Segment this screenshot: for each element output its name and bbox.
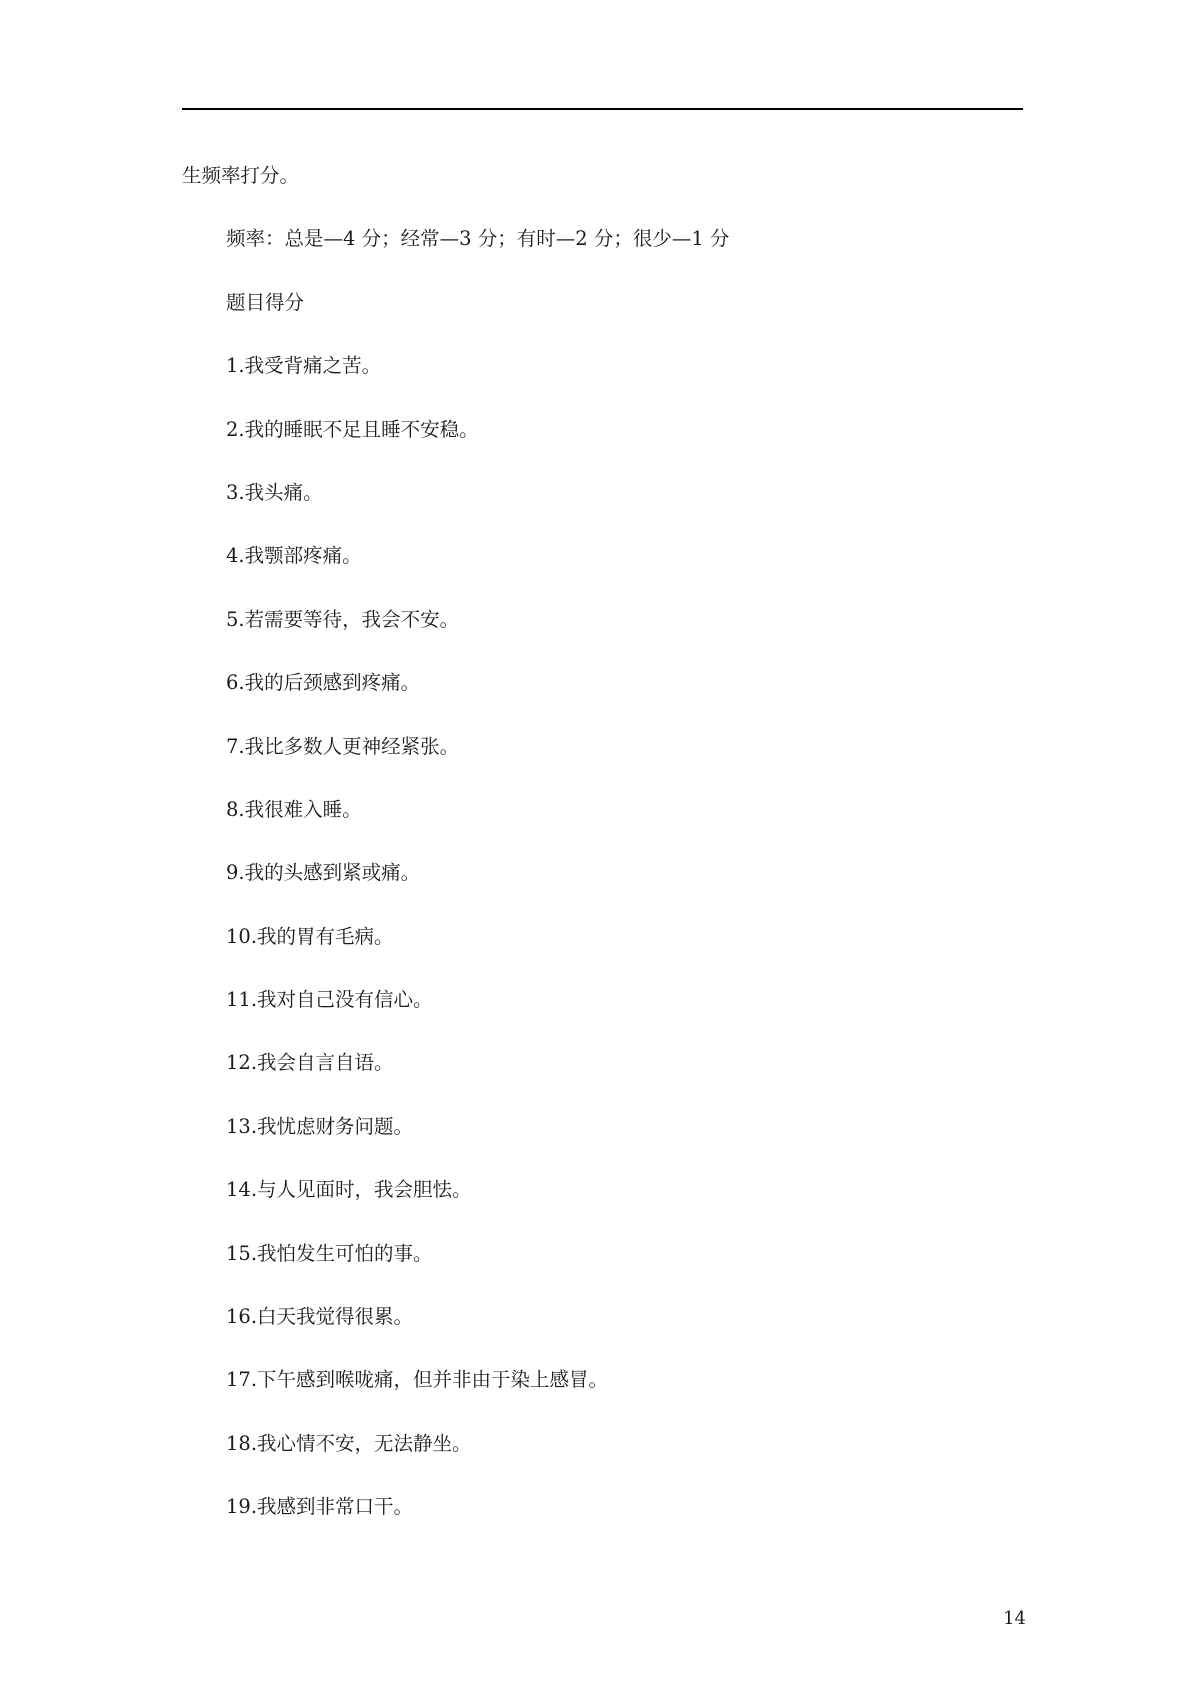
question-item-11: 11.我对自己没有信心。: [226, 988, 433, 1012]
question-item-8: 8.我很难入睡。: [226, 797, 362, 821]
question-item-12: 12.我会自言自语。: [226, 1051, 394, 1075]
question-item-6: 6.我的后颈感到疼痛。: [226, 671, 421, 695]
score-header: 题目得分: [226, 290, 305, 314]
question-item-5: 5.若需要等待，我会不安。: [226, 607, 460, 631]
question-item-18: 18.我心情不安，无法静坐。: [226, 1431, 472, 1455]
question-item-9: 9.我的头感到紧或痛。: [226, 861, 421, 885]
question-item-3: 3.我头痛。: [226, 480, 323, 504]
question-item-16: 16.白天我觉得很累。: [226, 1305, 414, 1329]
question-item-4: 4.我颚部疼痛。: [226, 544, 362, 568]
question-item-15: 15.我怕发生可怕的事。: [226, 1241, 433, 1265]
frequency-legend: 频率：总是—4 分；经常—3 分；有时—2 分；很少—1 分: [226, 227, 730, 251]
question-item-19: 19.我感到非常口干。: [226, 1495, 414, 1519]
question-item-10: 10.我的胃有毛病。: [226, 924, 394, 948]
question-item-17: 17.下午感到喉咙痛，但并非由于染上感冒。: [226, 1368, 609, 1392]
question-item-1: 1.我受背痛之苦。: [226, 354, 382, 378]
page-number: 14: [1003, 1608, 1026, 1629]
question-item-13: 13.我忧虑财务问题。: [226, 1114, 414, 1138]
question-item-2: 2.我的睡眠不足且睡不安稳。: [226, 417, 479, 441]
header-rule: [182, 108, 1023, 110]
continuation-text: 生频率打分。: [182, 164, 300, 187]
document-body: [182, 160, 1023, 1555]
question-item-7: 7.我比多数人更神经紧张。: [226, 734, 460, 758]
question-item-14: 14.与人见面时，我会胆怯。: [226, 1178, 472, 1202]
